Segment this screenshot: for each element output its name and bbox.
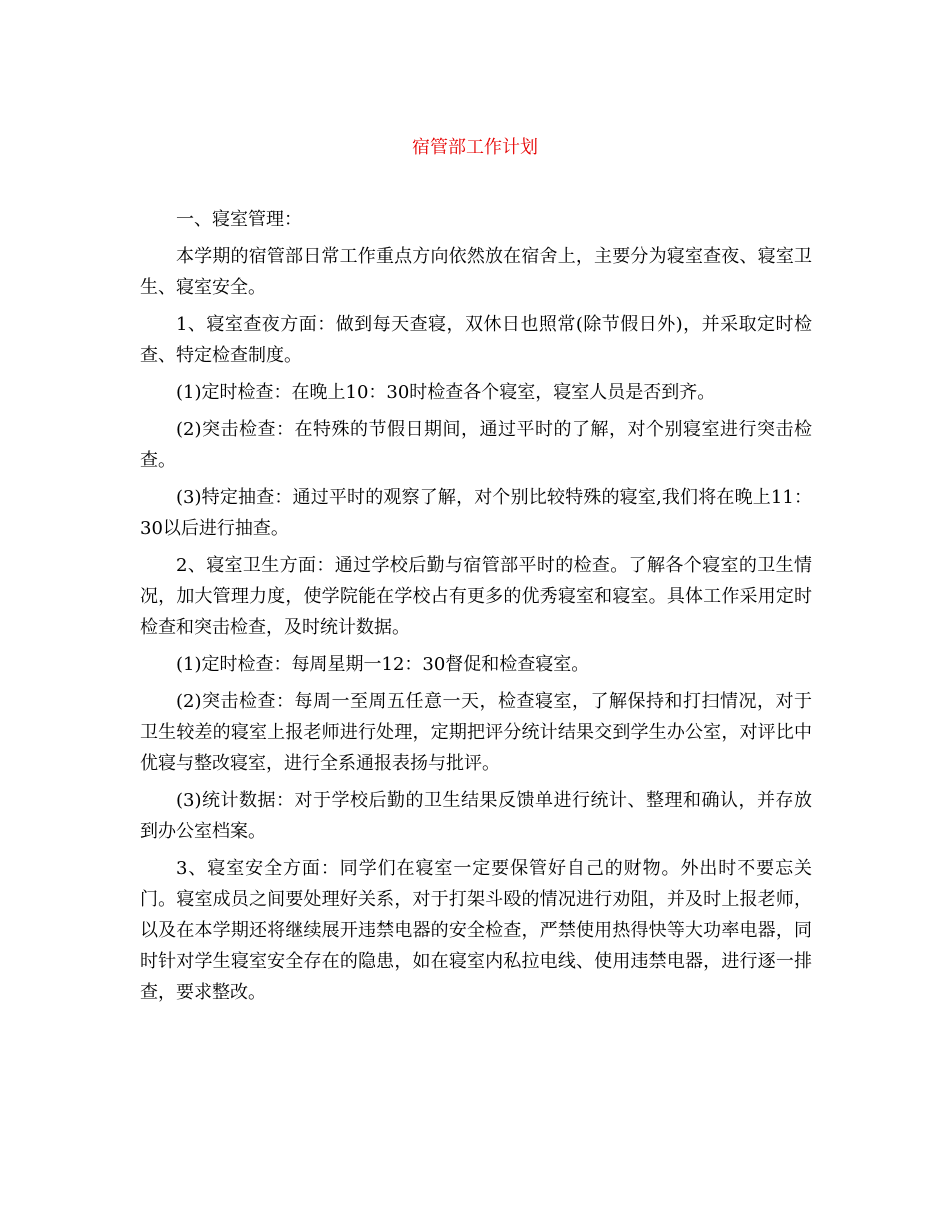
paragraph: (3)特定抽查：通过平时的观察了解，对个别比较特殊的寝室,我们将在晚上11：30以后进行抽查。	[140, 487, 812, 539]
section-heading: 一、寝室管理：	[176, 209, 302, 230]
paragraph: (2)突击检查：在特殊的节假日期间，通过平时的了解，对个别寝室进行突击检查。	[140, 419, 812, 471]
paragraph: (1)定时检查：在晚上10：30时检查各个寝室，寝室人员是否到齐。	[176, 382, 716, 403]
paragraph: (2)突击检查：每周一至周五任意一天，检查寝室，了解保持和打扫情况，对于卫生较差的寝室上报老师进行处理，定期把评分统计结果交到学生办公室，对评比中优寝与整改寝室，进行全系通报表扬与批评。	[140, 691, 812, 774]
paragraph: 本学期的宿管部日常工作重点方向依然放在宿舍上，主要分为寝室查夜、寝室卫生、寝室安全。	[140, 246, 812, 298]
document-body	[140, 204, 812, 1014]
paragraph: (3)统计数据：对于学校后勤的卫生结果反馈单进行统计、整理和确认，并存放到办公室档案。	[140, 790, 812, 842]
paragraph: 2、寝室卫生方面：通过学校后勤与宿管部平时的检查。了解各个寝室的卫生情况，加大管理力度，使学院能在学校占有更多的优秀寝室和寝室。具体工作采用定时检查和突击检查，及时统计数据。	[140, 555, 812, 638]
document-title: 宿管部工作计划	[412, 137, 538, 158]
paragraph: 3、寝室安全方面：同学们在寝室一定要保管好自己的财物。外出时不要忘关门。寝室成员之间要处理好关系，对于打架斗殴的情况进行劝阻，并及时上报老师，以及在本学期还将继续展开违禁电器的安全检查，严禁使用热得快等大功率电器，同时针对学生寝室安全存在的隐患，如在寝室内私拉电线、使用违禁电器，进行逐一排查，要求整改。	[140, 858, 812, 1003]
paragraph: (1)定时检查：每周星期一12：30督促和检查寝室。	[176, 654, 590, 675]
paragraph: 1、寝室查夜方面：做到每天查寝，双休日也照常(除节假日外)，并采取定时检查、特定检查制度。	[140, 314, 812, 366]
